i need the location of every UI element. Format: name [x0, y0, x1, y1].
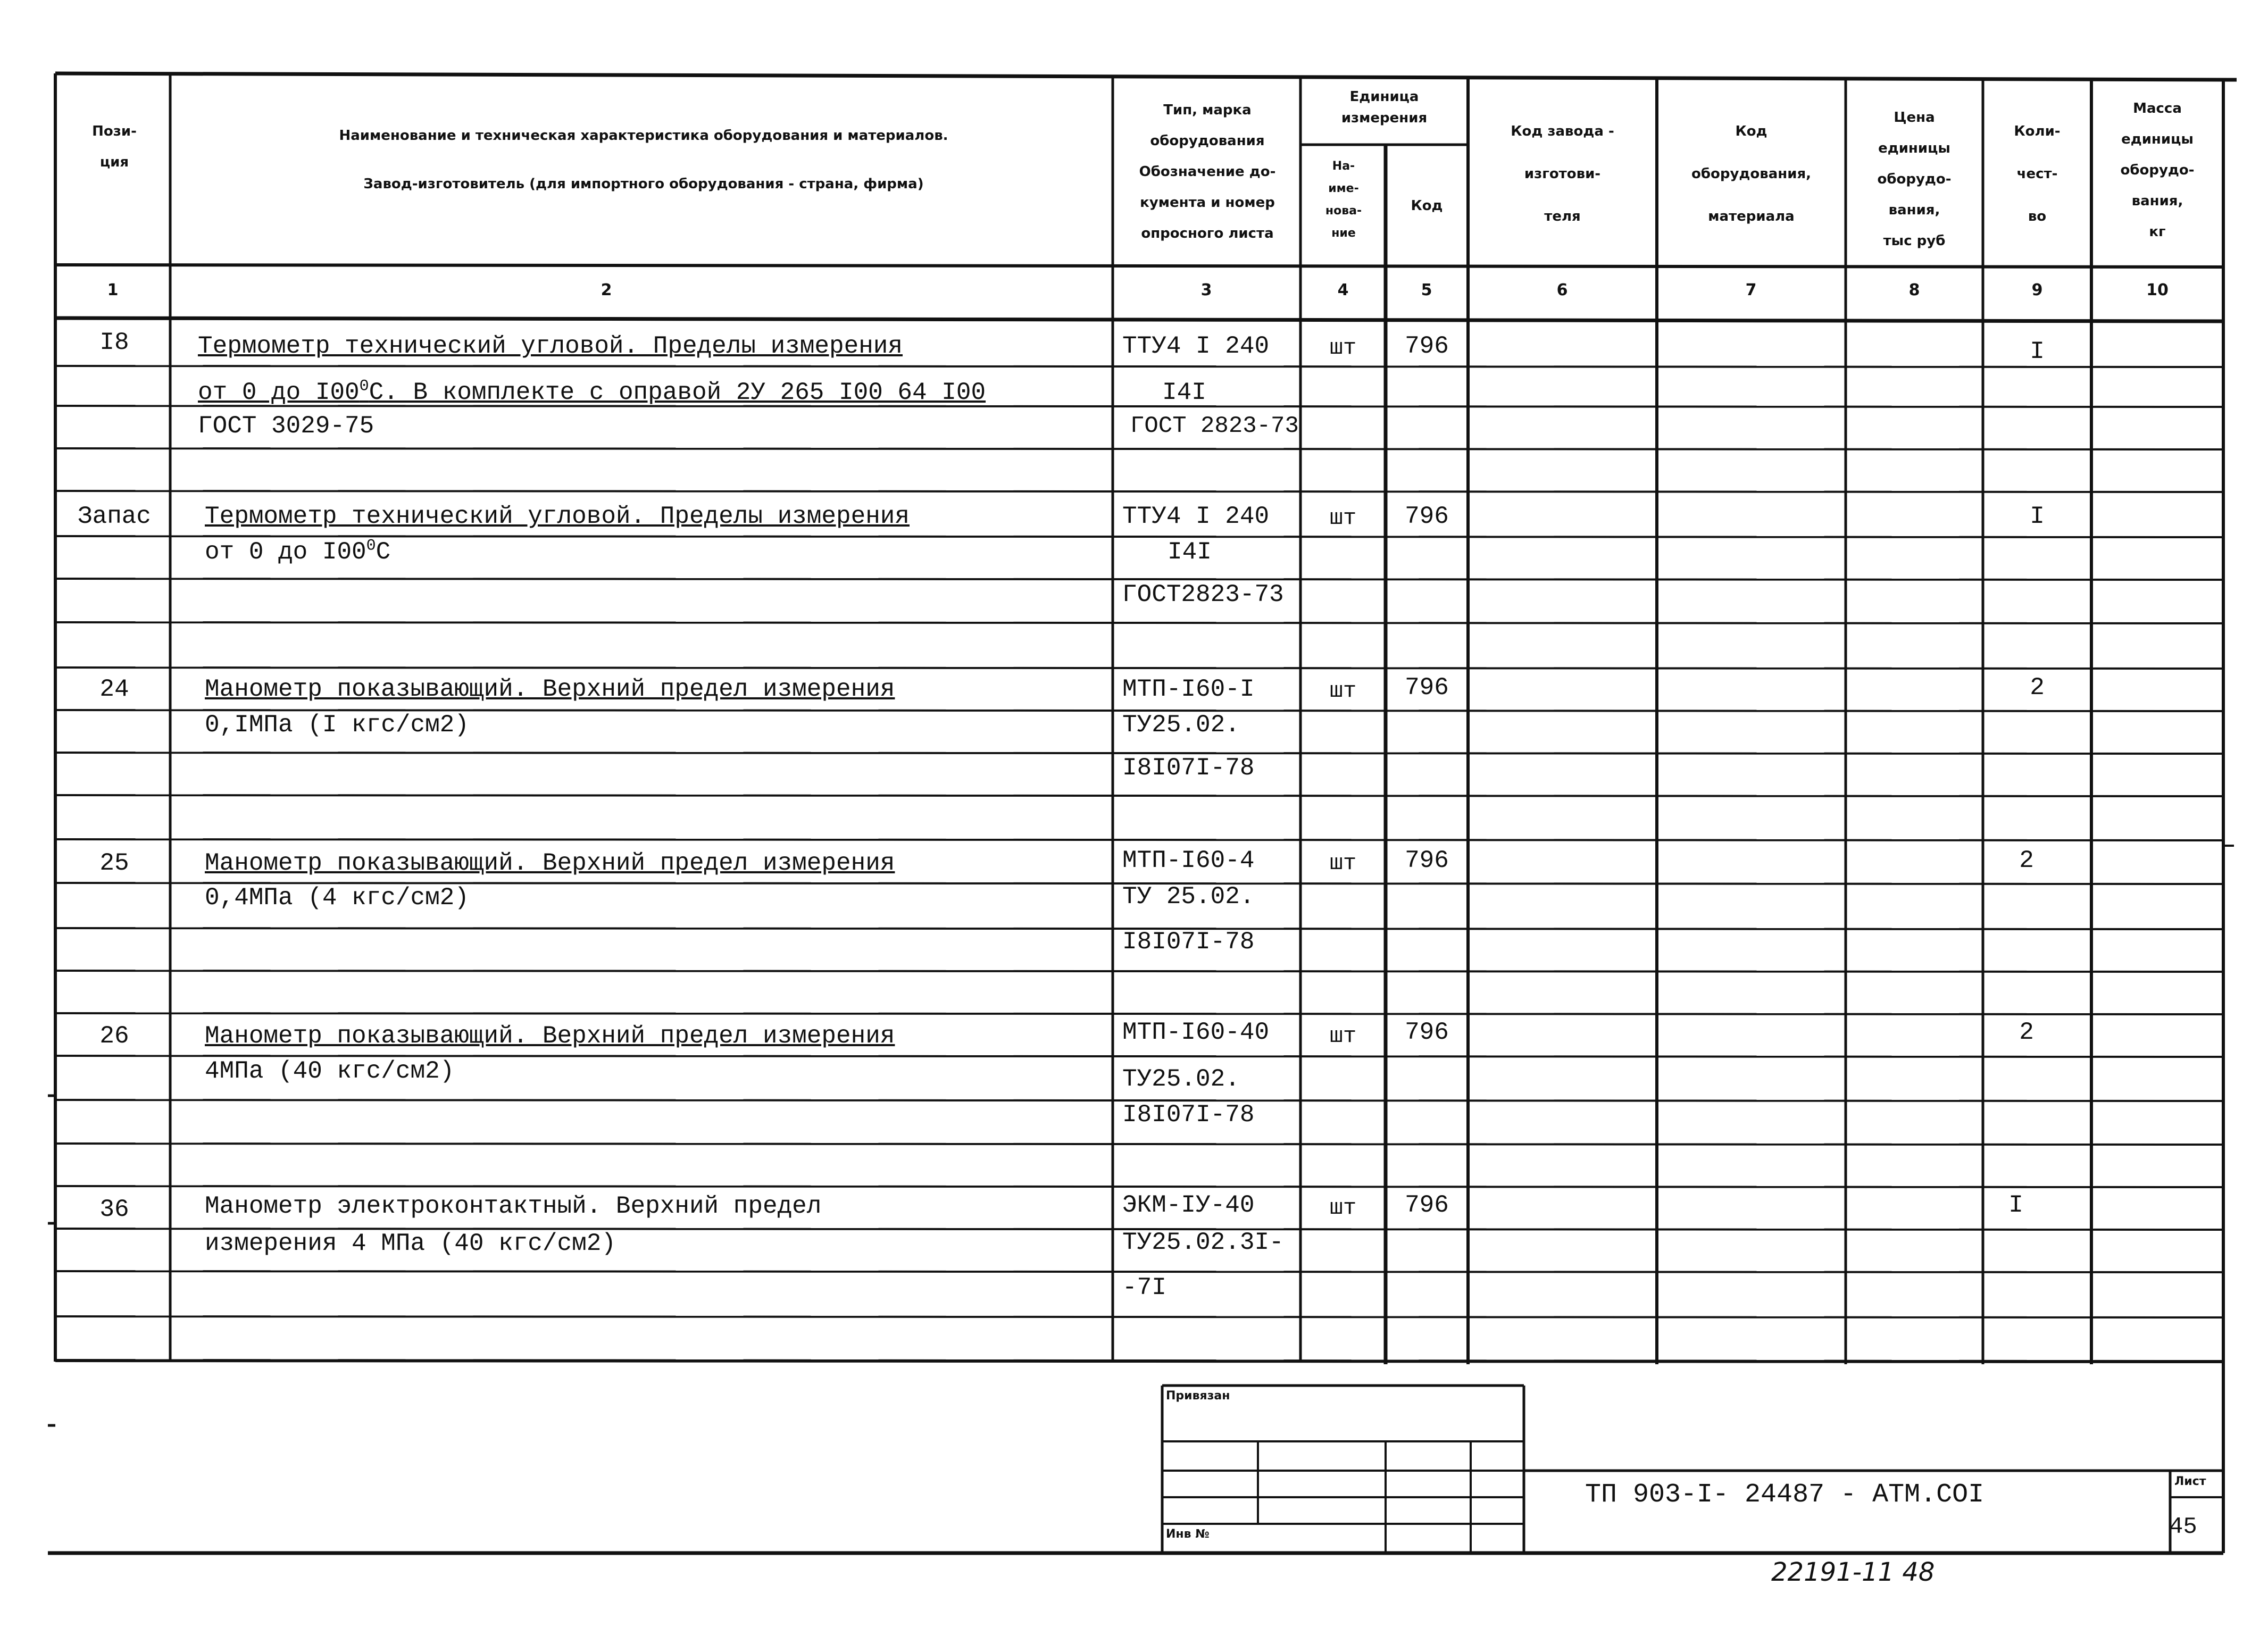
item-name-line: 0,IМПа (I кгс/см2)	[205, 711, 469, 739]
item-type-line: ТУ25.02.	[1122, 1065, 1240, 1093]
stamp-inv-label: Инв №	[1166, 1528, 1210, 1541]
item-type-line: МТП-I60-4	[1122, 847, 1255, 874]
item-unit-name: шт	[1329, 505, 1357, 531]
item-unit-code: 796	[1405, 1191, 1449, 1219]
item-type-line: ЭКМ-IУ-40	[1122, 1191, 1255, 1219]
sheet-number: 45	[2169, 1514, 2197, 1540]
item-name-line: Манометр показывающий. Верхний предел измерения	[205, 1022, 895, 1050]
item-position: 24	[99, 675, 129, 703]
item-name-line: ГОСТ 3029-75	[198, 412, 374, 440]
item-name-line: 0,4МПа (4 кгс/см2)	[205, 884, 469, 912]
header-col1: Пози- ция	[92, 123, 137, 170]
header-col6: Код завода - изготови- теля	[1511, 123, 1614, 224]
item-type-line: ГОСТ2823-73	[1122, 581, 1284, 608]
item-position: Запас	[77, 503, 152, 530]
item-quantity: 2	[2019, 847, 2034, 874]
degree-sign: 0	[359, 377, 369, 396]
column-number: 6	[1556, 281, 1568, 299]
item-name-line: Манометр электроконтактный. Верхний предел	[205, 1192, 822, 1220]
item-quantity: 2	[2019, 1019, 2034, 1046]
item-unit-code: 796	[1405, 847, 1449, 874]
item-name-line: Термометр технический угловой. Пределы измерения	[198, 332, 903, 360]
item-position: I8	[99, 329, 129, 356]
item-type-line: ТТУ4 I 240	[1122, 332, 1270, 360]
column-number: 8	[1908, 281, 1920, 299]
item-position: 26	[99, 1022, 129, 1050]
item-name-line	[198, 379, 986, 406]
item-type-line: МТП-I60-40	[1122, 1019, 1270, 1046]
item-unit-code: 796	[1405, 1019, 1449, 1046]
header-col9: Коли- чест- во	[2014, 123, 2061, 224]
item-name-line: Термометр технический угловой. Пределы измерения	[205, 503, 910, 530]
item-unit-code: 796	[1405, 503, 1449, 530]
item-quantity: I	[2008, 1191, 2023, 1219]
column-number: 3	[1200, 281, 1212, 299]
item-name-line: Манометр показывающий. Верхний предел измерения	[205, 675, 895, 703]
item-quantity: I	[2030, 338, 2045, 365]
item-type-line: I8I07I-78	[1122, 928, 1255, 956]
item-unit-name: шт	[1329, 1195, 1357, 1221]
item-type-line: I8I07I-78	[1122, 754, 1255, 782]
item-quantity: I	[2030, 503, 2045, 530]
item-name-line	[205, 538, 390, 566]
column-number: 1	[107, 281, 119, 299]
column-number: 5	[1421, 281, 1432, 299]
degree-sign: 0	[366, 537, 376, 555]
stamp-privyazan-label: Привязан	[1166, 1389, 1230, 1403]
item-quantity: 2	[2030, 674, 2045, 702]
header-col7: Код оборудования, материала	[1691, 123, 1812, 224]
item-unit-code: 796	[1405, 332, 1449, 360]
item-name-line: 4МПа (40 кгс/см2)	[205, 1057, 455, 1085]
item-type-line: ТУ25.02.3I-	[1122, 1229, 1284, 1256]
header-col3: Тип, марка оборудования Обозначение до- кумента и номер опросного листа	[1139, 102, 1276, 241]
item-name-text: С	[376, 538, 391, 566]
header-col2: Наименование и техническая характеристика оборудования и материалов. Завод-изготовитель (для импортного оборудования - страна, фирма)	[339, 128, 948, 192]
sheet-label: Лист	[2174, 1475, 2206, 1488]
column-number: 4	[1337, 281, 1349, 299]
item-type-line: ТУ 25.02.	[1122, 883, 1255, 911]
item-type-line: I4I	[1168, 538, 1212, 566]
header-col4: На- име- нова- ние	[1325, 160, 1362, 240]
item-name-text: от 0 до I00	[198, 379, 360, 406]
item-name-text: С. В комплекте с оправой 2У 265 I00 64 I00	[369, 379, 986, 406]
item-unit-name: шт	[1329, 335, 1357, 361]
item-type-line: -7I	[1122, 1274, 1166, 1301]
column-number: 10	[2146, 281, 2169, 299]
header-col10: Масса единицы оборудо- вания, кг	[2120, 101, 2195, 240]
item-type-line: ТТУ4 I 240	[1122, 503, 1270, 530]
item-position: 25	[99, 849, 129, 877]
archive-number: 22191-11 48	[1771, 1557, 1935, 1587]
header-col8: Цена единицы оборудо- вания, тыс руб	[1877, 110, 1952, 249]
item-type-line: I8I07I-78	[1122, 1101, 1255, 1129]
item-unit-name: шт	[1329, 1023, 1357, 1049]
item-type-line: ГОСТ 2823-73	[1130, 413, 1299, 439]
header-unit-group: Единица измерения	[1341, 89, 1428, 126]
item-type-line: I4I	[1162, 379, 1206, 406]
item-name-line: измерения 4 МПа (40 кгс/см2)	[205, 1230, 616, 1257]
item-unit-code: 796	[1405, 674, 1449, 702]
column-number: 7	[1745, 281, 1757, 299]
doc-code: ТП 903-I- 24487 - АТМ.COI	[1585, 1480, 1984, 1510]
item-unit-name: шт	[1329, 678, 1357, 704]
column-number: 2	[601, 281, 612, 299]
header-col5: Код	[1411, 198, 1443, 214]
item-name-line: Манометр показывающий. Верхний предел измерения	[205, 849, 895, 877]
item-name-text: от 0 до I00	[205, 538, 366, 566]
item-unit-name: шт	[1329, 850, 1357, 876]
item-position: 36	[99, 1196, 129, 1223]
column-number: 9	[2031, 281, 2043, 299]
item-type-line: МТП-I60-I	[1122, 675, 1255, 703]
item-type-line: ТУ25.02.	[1122, 711, 1240, 739]
